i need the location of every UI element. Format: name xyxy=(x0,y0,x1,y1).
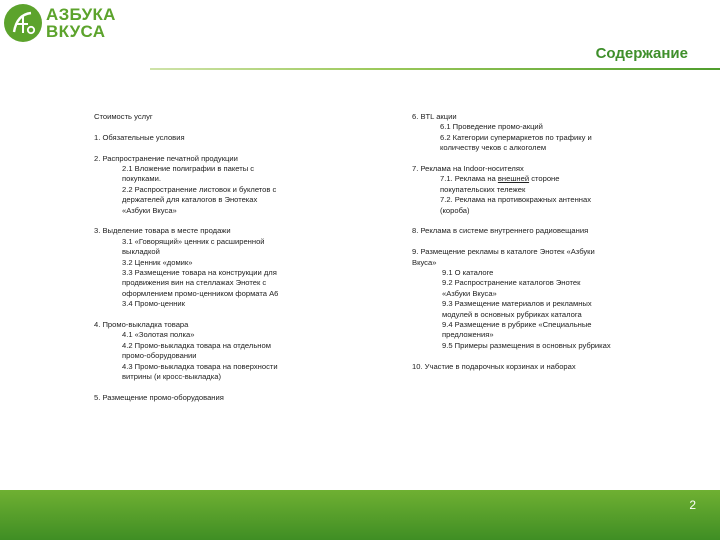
toc-spacer xyxy=(94,310,326,320)
toc-subitem: промо-оборудовании xyxy=(122,351,197,361)
toc-text: стороне xyxy=(529,174,560,184)
toc-subitem: 3.4 Промо-ценник xyxy=(122,299,185,309)
toc-subitem: 3.2 Ценник «домик» xyxy=(122,257,193,267)
toc-subitem: 2.1 Вложение полиграфии в пакеты с xyxy=(122,164,255,173)
toc-subitem: 9.1 О каталоге xyxy=(442,268,494,278)
toc-subitem: 9.5 Примеры размещения в основных рубриках xyxy=(442,340,611,350)
toc-subitem: «Азбуки Вкуса» xyxy=(122,205,177,215)
toc-spacer xyxy=(412,351,644,361)
toc-subitem: 7.2. Реклама на противокражных антеннах xyxy=(440,195,592,205)
toc-spacer xyxy=(412,216,644,226)
toc-item: 9. Размещение рекламы в каталоге Энотек «Азбуки xyxy=(412,247,595,257)
toc-spacer xyxy=(412,237,644,247)
toc-subitem: (короба) xyxy=(440,205,470,215)
toc-subitem: выкладкой xyxy=(122,247,160,257)
toc-subitem: витрины (и кросс-выкладка) xyxy=(122,372,221,382)
page-title: Содержание xyxy=(595,45,688,62)
toc-item: 1. Обязательные условия xyxy=(94,132,185,142)
toc-subitem: покупками. xyxy=(122,174,161,184)
toc-item: 8. Реклама в системе внутреннего радиовещания xyxy=(412,226,589,236)
toc-subitem: количеству чеков с алкоголем xyxy=(440,143,547,153)
toc-subitem: 2.2 Распространение листовок и буклетов с xyxy=(122,184,277,194)
logo-line-2: ВКУСА xyxy=(46,22,106,41)
title-divider xyxy=(150,68,720,70)
toc-subitem xyxy=(412,174,644,184)
toc-item: 2. Распространение печатной продукции xyxy=(94,153,238,163)
brand-logo xyxy=(4,4,144,46)
toc-subitem: 4.1 «Золотая полка» xyxy=(122,330,195,340)
logo-wordmark xyxy=(46,6,116,40)
toc-subitem: 3.3 Размещение товара на конструкции для xyxy=(122,268,277,278)
logo-line-1: АЗБУКА xyxy=(46,5,116,24)
toc-spacer xyxy=(94,122,326,132)
toc-left-column xyxy=(94,112,326,403)
toc-item: 3. Выделение товара в месте продажи xyxy=(94,226,231,236)
toc-right-column xyxy=(412,112,644,372)
toc-subitem: оформлением промо-ценником формата А6 xyxy=(122,288,279,298)
toc-subitem: 9.4 Размещение в рубрике «Специальные xyxy=(442,320,592,330)
toc-spacer xyxy=(94,143,326,153)
toc-spacer xyxy=(412,154,644,164)
footer-bar xyxy=(0,490,720,540)
toc-subitem: «Азбуки Вкуса» xyxy=(442,288,497,298)
toc-subitem: 9.3 Размещение материалов и рекламных xyxy=(442,299,592,309)
toc-subitem: 3.1 «Говорящий» ценник с расширенной xyxy=(122,236,265,246)
toc-subitem: предложения» xyxy=(442,330,494,340)
toc-item: 6. BTL акции xyxy=(412,112,457,121)
toc-spacer xyxy=(94,383,326,393)
toc-subitem: 6.1 Проведение промо-акций xyxy=(440,122,543,132)
toc-spacer xyxy=(94,216,326,226)
logo-emblem-icon xyxy=(4,4,42,42)
toc-text: 7.1. Реклама на xyxy=(440,174,498,184)
toc-subitem: 4.2 Промо-выкладка товара на отдельном xyxy=(122,340,271,350)
page-number: 2 xyxy=(689,498,696,512)
toc-item: Стоимость услуг xyxy=(94,112,153,121)
toc-subitem: 6.2 Категории супермаркетов по трафику и xyxy=(440,132,592,142)
toc-item: Вкуса» xyxy=(412,257,437,267)
toc-subitem: 4.3 Промо-выкладка товара на поверхности xyxy=(122,361,278,371)
toc-underlined-text: внешней xyxy=(497,174,530,184)
toc-subitem: держателей для каталогов в Энотеках xyxy=(122,195,258,205)
toc-subitem: 9.2 Распространение каталогов Энотек xyxy=(442,278,581,288)
toc-subitem: продвижения вин на стеллажах Энотек с xyxy=(122,278,267,288)
toc-item: 4. Промо-выкладка товара xyxy=(94,320,189,330)
toc-item: 7. Реклама на Indoor-носителях xyxy=(412,164,524,174)
toc-subitem: модулей в основных рубриках каталога xyxy=(442,309,582,319)
toc-item: 10. Участие в подарочных корзинах и наборах xyxy=(412,361,576,371)
toc-subitem: покупательских тележек xyxy=(440,184,526,194)
toc-item: 5. Размещение промо-оборудования xyxy=(94,392,224,402)
